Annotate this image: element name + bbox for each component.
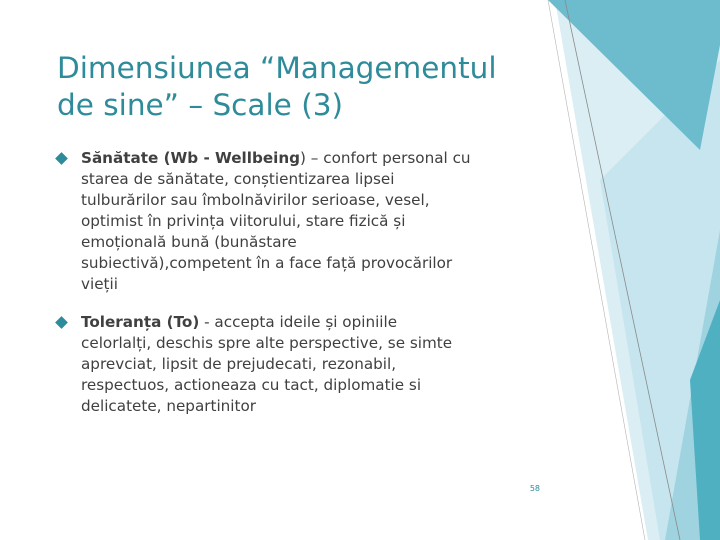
bullet-item-tolerance bbox=[57, 312, 527, 417]
title-line: de sine” – Scale (3) bbox=[57, 88, 343, 122]
bullet-term: Toleranța (To) bbox=[81, 313, 200, 331]
bullet-item-wellbeing bbox=[57, 148, 527, 295]
diamond-bullet-icon bbox=[55, 316, 68, 329]
bullet-line: subiectivă),competent în a face față provocărilor bbox=[81, 254, 453, 272]
bullet-term: Sănătate (Wb - Wellbeing bbox=[81, 149, 301, 167]
bullet-line: tulburărilor sau îmbolnăvirilor serioase, vesel, bbox=[81, 191, 430, 209]
slide-title bbox=[57, 50, 557, 124]
bullet-line: vieții bbox=[81, 275, 118, 293]
bullet-list bbox=[57, 148, 527, 417]
bullet-line: aprevciat, lipsit de prejudecati, rezonabil, bbox=[81, 355, 397, 373]
bullet-line: respectuos, actioneaza cu tact, diplomatie si bbox=[81, 376, 422, 394]
page-number: 58 bbox=[529, 484, 540, 493]
bullet-line: celorlalți, deschis spre alte perspective, se simte bbox=[81, 334, 453, 352]
title-line: Dimensiunea “Managementul bbox=[57, 51, 497, 85]
bullet-line: emoțională bună (bunăstare bbox=[81, 233, 297, 251]
bullet-line: delicatete, nepartinitor bbox=[81, 397, 257, 415]
bullet-line: starea de sănătate, conștientizarea lipsei bbox=[81, 170, 395, 188]
bullet-text: - accepta ideile și opiniile bbox=[199, 313, 398, 331]
bullet-line bbox=[81, 312, 527, 333]
diamond-bullet-icon bbox=[55, 152, 68, 165]
bullet-line: optimist în privința viitorului, stare fizică și bbox=[81, 212, 406, 230]
bullet-line bbox=[81, 148, 527, 169]
bullet-text: ) – confort personal cu bbox=[300, 149, 471, 167]
